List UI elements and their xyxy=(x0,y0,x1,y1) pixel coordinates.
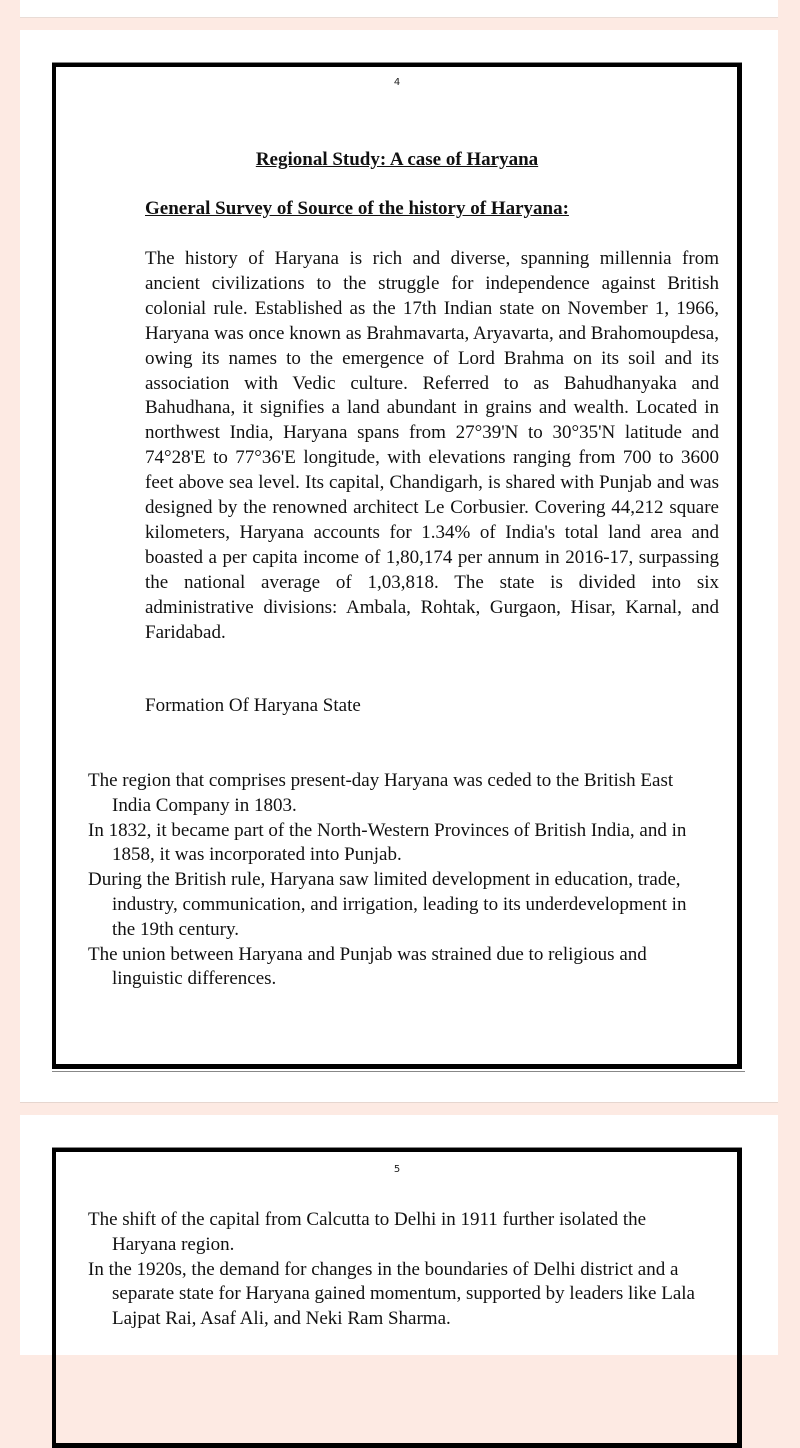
list-item: The region that comprises present-day Haryana was ceded to the British East India Company in 1803. xyxy=(88,770,674,816)
page-number: 4 xyxy=(393,77,401,88)
document-page-5 xyxy=(20,1115,778,1355)
list-item: In 1832, it became part of the North-Western Provinces of British India, and in 1858, it was incorporated into Punjab. xyxy=(88,819,687,866)
page-title: Regional Study: A case of Haryana xyxy=(255,149,539,170)
formation-list-continued xyxy=(88,1208,698,1332)
list-item: The shift of the capital from Calcutta to Delhi in 1911 further isolated the Haryana region. xyxy=(88,1209,647,1255)
list-item: During the British rule, Haryana saw limited development in education, trade, industry, communication, and irrigation, leading to its underdevelopment in the 19th century. xyxy=(88,869,687,940)
formation-list xyxy=(88,769,698,992)
page-number: 5 xyxy=(393,1164,401,1175)
previous-page-bottom xyxy=(20,0,778,18)
section-heading: Formation Of Haryana State xyxy=(145,695,361,716)
page-border-frame xyxy=(52,1147,742,1448)
list-item: In the 1920s, the demand for changes in the boundaries of Delhi district and a separate state for Haryana gained momentum, supported by leaders like Lala Lajpat Rai, Asaf Ali, and Neki Ram Sharma. xyxy=(88,1258,695,1330)
page-border-frame xyxy=(52,62,742,1069)
document-page-4 xyxy=(20,30,778,1103)
body-paragraph: The history of Haryana is rich and diverse, spanning millennia from ancient civilizations to the struggle for independence against British colonial rule. Established as the 17th Indian state on November 1, 1966, Haryana was once known as Brahmavarta, Aryavarta, and Brahomoupdesa, owing its names to the emergence of Lord Brahma on its soil and its association with Vedic culture. Referred to as Bahudhanyaka and Bahudhana, it signifies a land abundant in grains and wealth. Located in northwest India, Haryana spans from 27°39'N to 30°35'N latitude and 74°28'E to 77°36'E longitude, with elevations ranging from 700 to 3600 feet above sea level. Its capital, Chandigarh, is shared with Punjab and was designed by the renowned architect Le Corbusier. Covering 44,212 square kilometers, Haryana accounts for 1.34% of India's total land area and boasted a per capita income of 1,80,174 per annum in 2016-17, surpassing the national average of 1,03,818. The state is divided into six administrative divisions: Ambala, Rohtak, Gurgaon, Hisar, Karnal, and Faridabad. xyxy=(145,248,719,643)
list-item: The union between Haryana and Punjab was strained due to religious and linguistic differences. xyxy=(88,943,647,990)
section-subtitle: General Survey of Source of the history of Haryana: xyxy=(145,198,569,219)
